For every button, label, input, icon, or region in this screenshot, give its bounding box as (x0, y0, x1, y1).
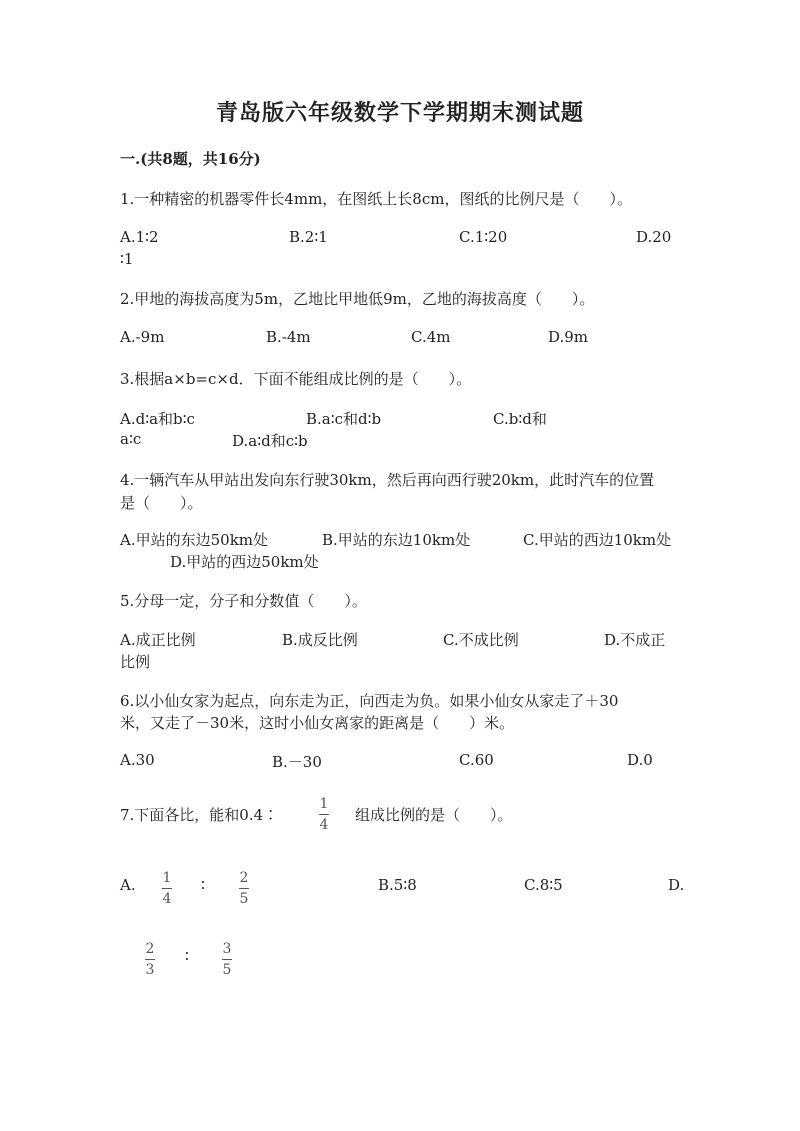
q2-option-a[interactable]: A.-9m (120, 328, 165, 346)
q7-fraction (319, 796, 329, 833)
q7-option-c[interactable]: C.8∶5 (524, 876, 563, 894)
fraction-bar (319, 814, 329, 815)
q2-option-b[interactable]: B.-4m (266, 328, 311, 346)
q7-a-frac1-den: 4 (162, 891, 172, 907)
fraction-bar (239, 888, 249, 889)
q1-option-a[interactable]: A.1∶2 (120, 228, 159, 246)
q3-option-c[interactable]: C.b∶d和 (493, 410, 547, 428)
question-4-line2: 是（ ）。 (120, 494, 203, 512)
q5-option-b[interactable]: B.成反比例 (282, 631, 358, 649)
section-heading: 一.(共8题，共16分) (120, 150, 261, 168)
q7-a-frac2-num: 2 (239, 870, 249, 886)
fraction-bar (162, 888, 172, 889)
q7-a-fraction-1 (162, 870, 172, 907)
q6-option-a[interactable]: A.30 (120, 751, 155, 769)
q5-option-a[interactable]: A.成正比例 (120, 631, 196, 649)
q5-option-c[interactable]: C.不成比例 (443, 631, 519, 649)
page-title: 青岛版六年级数学下学期期末测试题 (215, 100, 584, 126)
q7-d-frac2-den: 5 (222, 962, 232, 978)
q4-option-b[interactable]: B.甲站的东边10km处 (322, 531, 471, 549)
q3-option-b[interactable]: B.a∶c和d∶b (306, 410, 382, 428)
question-5: 5.分母一定，分子和分数值（ ）。 (120, 592, 367, 610)
q6-option-d[interactable]: D.0 (627, 751, 653, 769)
q5-option-d-cont: 比例 (120, 653, 151, 671)
question-1: 1.一种精密的机器零件长4mm，在图纸上长8cm，图纸的比例尺是（ ）。 (120, 190, 632, 208)
q7-a-frac1-num: 1 (162, 870, 172, 886)
q1-option-b[interactable]: B.2∶1 (289, 228, 328, 246)
q1-option-d-cont: ∶1 (120, 250, 134, 268)
q6-option-c[interactable]: C.60 (459, 751, 494, 769)
q7-d-frac1-num: 2 (145, 941, 155, 957)
q5-option-d[interactable]: D.不成正 (604, 631, 666, 649)
q7-d-colon: ∶ (185, 947, 189, 965)
q7-a-fraction-2 (239, 870, 249, 907)
q7-fraction-num: 1 (319, 796, 329, 812)
question-6-line2: 米，又走了－30米，这时小仙女离家的距离是（ ）米。 (120, 714, 515, 732)
q1-option-d[interactable]: D.20 (636, 228, 672, 246)
q4-option-c[interactable]: C.甲站的西边10km处 (523, 531, 672, 549)
q4-option-d[interactable]: D.甲站的西边50km处 (170, 553, 319, 571)
q2-option-c[interactable]: C.4m (411, 328, 451, 346)
question-2: 2.甲地的海拔高度为5m，乙地比甲地低9m，乙地的海拔高度（ ）。 (120, 290, 595, 308)
q7-a-colon: ∶ (201, 876, 205, 894)
fraction-bar (145, 959, 155, 960)
q7-option-b[interactable]: B.5∶8 (378, 876, 417, 894)
q7-d-frac2-num: 3 (222, 941, 232, 957)
q3-option-c-cont: a∶c (120, 430, 142, 448)
question-4-line1: 4.一辆汽车从甲站出发向东行驶30km，然后再向西行驶20km，此时汽车的位置 (120, 471, 655, 489)
q7-option-d[interactable]: D. (668, 876, 685, 894)
fraction-bar (222, 959, 232, 960)
q3-option-d[interactable]: D.a∶d和c∶b (232, 432, 308, 450)
q7-option-a[interactable]: A. (120, 876, 136, 894)
q6-option-b[interactable]: B.－30 (272, 753, 322, 771)
q7-d-fraction-1 (145, 941, 155, 978)
question-3: 3.根据a×b=c×d．下面不能组成比例的是（ ）。 (120, 370, 472, 388)
question-6-line1: 6.以小仙女家为起点，向东走为正，向西走为负。如果小仙女从家走了＋30 (120, 692, 619, 710)
q1-option-c[interactable]: C.1∶20 (459, 228, 508, 246)
question-7-suffix: 组成比例的是（ ）。 (355, 806, 513, 824)
q7-a-frac2-den: 5 (239, 891, 249, 907)
question-7-prefix: 7.下面各比，能和0.4∶ (120, 806, 279, 824)
q7-fraction-den: 4 (319, 817, 329, 833)
q4-option-a[interactable]: A.甲站的东边50km处 (120, 531, 269, 549)
q7-d-fraction-2 (222, 941, 232, 978)
q2-option-d[interactable]: D.9m (548, 328, 589, 346)
q3-option-a[interactable]: A.d∶a和b∶c (120, 410, 195, 428)
q7-d-frac1-den: 3 (145, 962, 155, 978)
